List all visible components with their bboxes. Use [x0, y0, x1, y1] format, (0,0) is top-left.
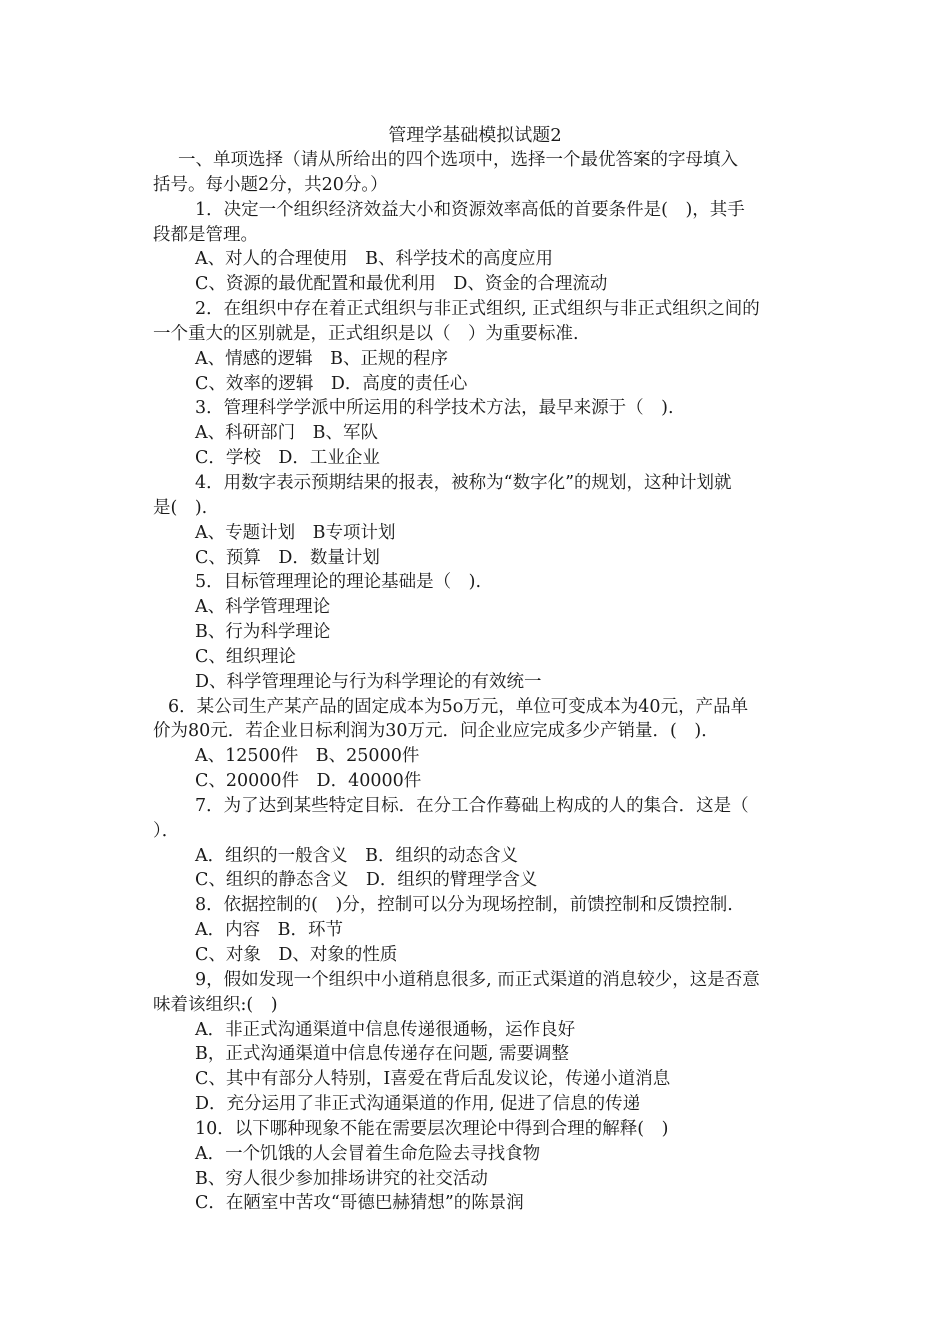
text-line: 1．决定一个组织经济效益大小和资源效率高低的首要条件是( )，其手 — [195, 199, 745, 220]
text-line: 4．用数字表示预期结果的报表，被称为“数字化”的规划，这种计划就 — [195, 472, 732, 493]
text-line: A、情感的逻辑 B、正规的程序 — [195, 348, 448, 369]
text-line: D、科学管理理论与行为科学理论的有效统一 — [195, 671, 542, 692]
text-line: C、效率的逻辑 D．高度的责任心 — [195, 373, 468, 394]
text-line: 是( ). — [153, 497, 208, 518]
text-line: A．内容 B．环节 — [195, 920, 343, 941]
text-line: A、专题计划 B专项计划 — [195, 522, 396, 543]
text-line: 一个重大的区别就是，正式组织是以（ ）为重要标准. — [153, 323, 579, 344]
text-line: A．组织的一般含义 B．组织的动态含义 — [195, 845, 518, 866]
text-line: C、资源的最优配置和最优利用 D、资金的合理流动 — [195, 274, 608, 295]
text-line: C、20000件 D．40000件 — [195, 771, 422, 792]
text-line: A．非正式沟通渠道中信息传递很通畅，运作良好 — [195, 1019, 576, 1040]
text-line: 2．在组织中存在着正式组织与非正式组织, 正式组织与非正式组织之间的 — [195, 299, 760, 320]
text-line: 7．为了达到某些特定目标．在分工合作蓦础上构成的人的集合．这是（ — [195, 795, 749, 816]
text-line: ）． — [153, 820, 180, 841]
text-line: A．一个饥饿的人会冒着生命危险去寻找食物 — [195, 1143, 541, 1164]
text-line: C、预算 D．数量计划 — [195, 547, 380, 568]
text-line: 10．以下哪种现象不能在需要层次理论中得到合理的解释( ) — [195, 1118, 669, 1139]
text-line: B、行为科学理论 — [195, 622, 331, 643]
text-line: C、组织的静态含义 D．组织的臂理学含义 — [195, 870, 538, 891]
text-line: C、组织理论 — [195, 646, 296, 667]
text-line: 9，假如发现一个组织中小道稍息很多, 而正式渠道的消息较少，这是否意 — [195, 969, 760, 990]
text-line: 5．目标管理理论的理论基础是（ ). — [195, 572, 482, 593]
text-line: A、12500件 B、25000件 — [195, 746, 420, 767]
text-line: 段都是管理。 — [153, 224, 258, 245]
text-line: D．充分运用了非正式沟通渠道的作用, 促进了信息的传递 — [195, 1094, 641, 1115]
text-line: A、科研部门 B、军队 — [195, 423, 378, 444]
text-line: C．学校 D．工业企业 — [195, 448, 380, 469]
document-body — [153, 148, 801, 1216]
text-line: C、对象 D、对象的性质 — [195, 945, 398, 965]
text-line: A、对人的合理使用 B、科学技术的高度应用 — [195, 249, 553, 270]
text-line: B、穷人很少参加排场讲究的社交活动 — [195, 1168, 488, 1189]
text-line: C．在陋室中苦攻“哥德巴赫猜想”的陈景润 — [195, 1193, 524, 1214]
text-line: 价为80元．若企业日标利润为30万元．问企业应完成多少产销量．( )． — [153, 721, 719, 742]
text-line: 括号。每小题2分，共20分。） — [153, 174, 388, 195]
text-line: 3．管理科学学派中所运用的科学技术方法，最早来源于（ ). — [195, 398, 674, 419]
text-line: A、科学管理理论 — [195, 597, 331, 618]
text-line: 一、单项选择（请从所给出的四个选项中，选择一个最优答案的字母填入 — [178, 150, 738, 170]
text-line: 味着该组织:( ) — [153, 994, 278, 1015]
document-title: 管理学基础模拟试题2 — [388, 125, 562, 146]
text-line: B，正式沟通渠道中信息传递存在问题, 需要调整 — [195, 1044, 569, 1065]
text-line: C、其中有部分人特别，I喜爱在背后乱发议论，传递小道消息 — [195, 1069, 671, 1090]
text-line: 6．某公司生产某产品的固定成本为5o万元，单位可变成本为40元，产品单 — [168, 696, 749, 717]
text-line: 8．依据控制的( )分，控制可以分为现场控制，前馈控制和反馈控制. — [195, 895, 733, 916]
